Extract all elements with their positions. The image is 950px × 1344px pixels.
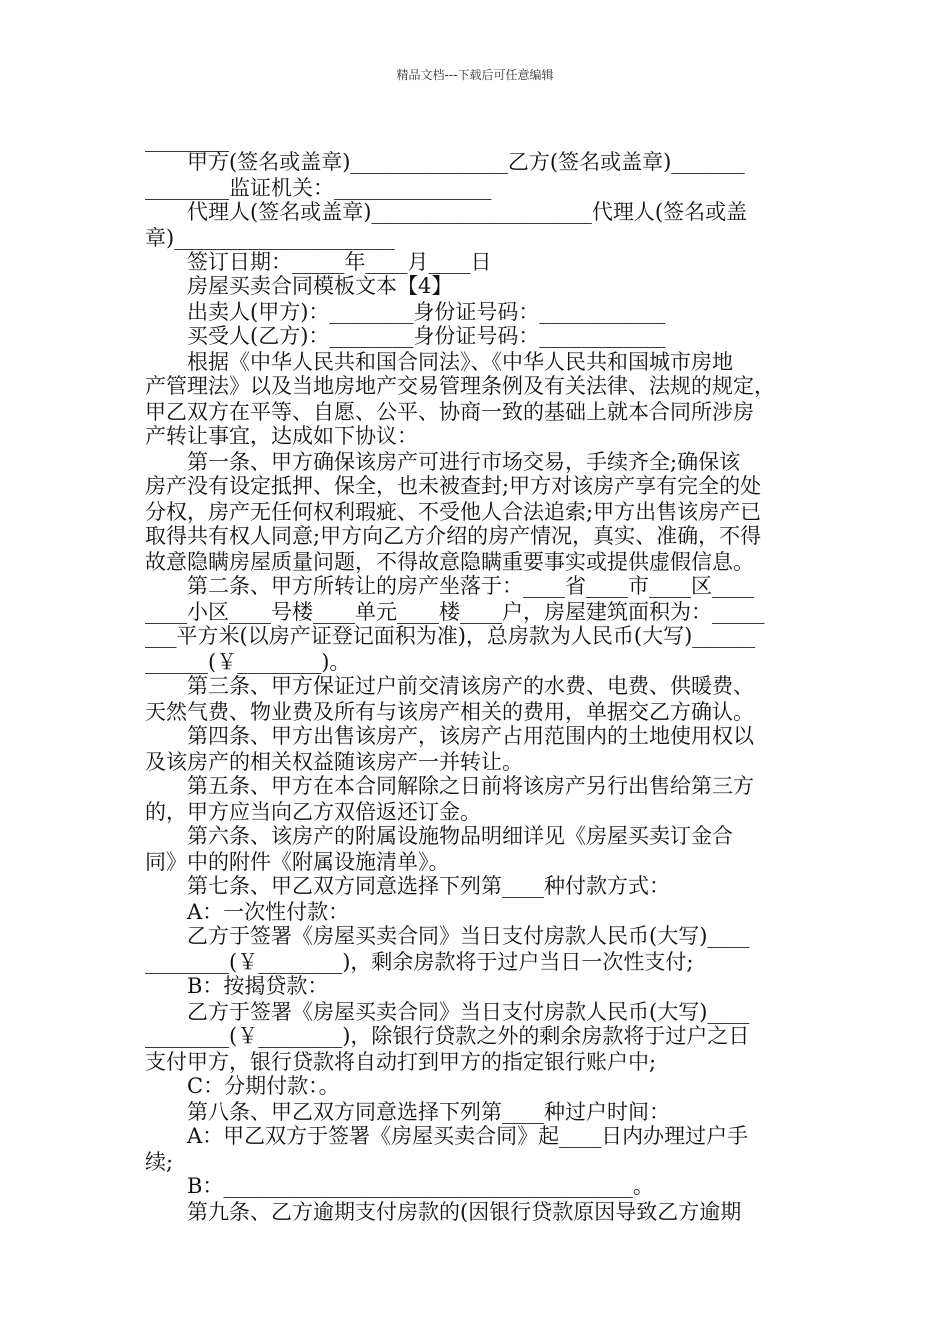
- text-line: 甲乙双方在平等、自愿、公平、协商一致的基础上就本合同所涉房: [145, 400, 754, 424]
- text-line: 买受人(乙方)：________身份证号码：____________: [145, 324, 666, 348]
- text-line: 的，甲方应当向乙方双倍返还订金。: [145, 800, 481, 824]
- text-line: 出卖人(甲方)：________身份证号码：____________: [145, 300, 666, 324]
- text-line: ________监证机关：_______________: [145, 176, 492, 200]
- text-line: 第一条、甲方确保该房产可进行市场交易，手续齐全;确保该: [145, 450, 741, 474]
- text-line: 第九条、乙方逾期支付房款的(因银行贷款原因导致乙方逾期: [145, 1200, 742, 1224]
- text-line: 甲方(签名或盖章)_______________乙方(签名或盖章)_______: [145, 150, 745, 174]
- text-line: C：分期付款：。: [145, 1074, 340, 1098]
- text-line: ________(￥________)，除银行贷款之外的剩余房款将于过户之日: [145, 1024, 750, 1048]
- text-line: 第八条、甲乙双方同意选择下列第____种过户时间：: [145, 1100, 670, 1124]
- text-line: 天然气费、物业费及所有与该房产相关的费用，单据交乙方确认。: [145, 700, 754, 724]
- text-line: 第六条、该房产的附属设施物品明细详见《房屋买卖订金合: [145, 824, 733, 848]
- text-line: B：按揭贷款：: [145, 974, 329, 998]
- text-line: 章)_____________________: [145, 226, 395, 250]
- text-line: 第七条、甲乙双方同意选择下列第____种付款方式：: [145, 874, 670, 898]
- text-line: 第二条、甲方所转让的房产坐落于：____省____市____区____: [145, 574, 754, 598]
- text-line: 分权，房产无任何权利瑕疵、不受他人合法追索;甲方出售该房产已: [145, 500, 762, 524]
- text-line: ________(￥________)，剩余房款将于过户当日一次性支付;: [145, 950, 694, 974]
- text-line: A：一次性付款：: [145, 900, 350, 924]
- text-line: ____小区____号楼____单元____楼____户，房屋建筑面积为：_____: [145, 600, 765, 624]
- text-line: 房屋买卖合同模板文本【4】: [145, 274, 453, 298]
- text-line: 根据《中华人民共和国合同法》、《中华人民共和国城市房地: [145, 350, 733, 374]
- text-line: 第五条、甲方在本合同解除之日前将该房产另行出售给第三方: [145, 774, 754, 798]
- text-line: ______(￥________)。: [145, 650, 351, 674]
- text-line: 支付甲方，银行贷款将自动打到甲方的指定银行账户中;: [145, 1050, 657, 1074]
- text-line: A：甲乙双方于签署《房屋买卖合同》起____日内办理过户手: [145, 1124, 749, 1148]
- text-line: 产转让事宜，达成如下协议：: [145, 424, 418, 448]
- page-header: 精品文档---下载后可任意编辑: [396, 68, 554, 82]
- text-line: 房产没有设定抵押、保全，也未被查封;甲方对该房产享有完全的处: [145, 474, 762, 498]
- text-line: 签订日期：_____年____月____日: [145, 250, 492, 274]
- text-line: 乙方于签署《房屋买卖合同》当日支付房款人民币(大写)____: [145, 924, 750, 948]
- text-line: 取得共有权人同意;甲方向乙方介绍的房产情况，真实、准确，不得: [145, 524, 762, 548]
- text-line: 续;: [145, 1150, 174, 1174]
- text-line: 第三条、甲方保证过户前交清该房产的水费、电费、供暖费、: [145, 674, 754, 698]
- text-line: ___平方米(以房产证登记面积为准)，总房款为人民币(大写)______: [145, 624, 756, 648]
- text-line: 故意隐瞒房屋质量问题，不得故意隐瞒重要事实或提供虚假信息。: [145, 550, 754, 574]
- text-line: 及该房产的相关权益随该房产一并转让。: [145, 750, 523, 774]
- text-line: 乙方于签署《房屋买卖合同》当日支付房款人民币(大写)____: [145, 1000, 750, 1024]
- text-line: 第四条、甲方出售该房产，该房产占用范围内的土地使用权以: [145, 724, 754, 748]
- text-line: 同》中的附件《附属设施清单》。: [145, 850, 450, 874]
- text-line: 产管理法》以及当地房地产交易管理条例及有关法律、法规的规定，: [145, 374, 775, 398]
- text-line: ________: [145, 128, 229, 152]
- text-line: B：_______________________________________。: [145, 1174, 654, 1198]
- text-line: 代理人(签名或盖章)_____________________代理人(签名或盖: [145, 200, 748, 224]
